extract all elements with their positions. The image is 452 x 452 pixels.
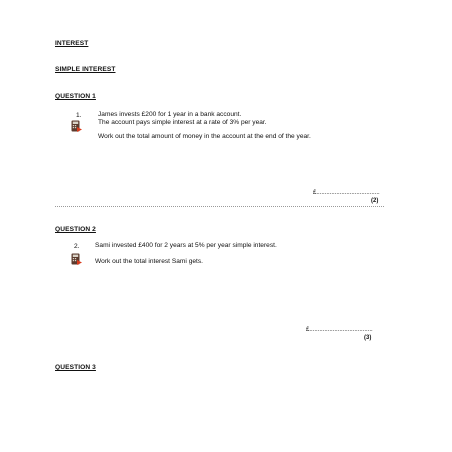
- question-1-answer-line[interactable]: [313, 190, 380, 196]
- question-2-answer-prefix: £: [306, 327, 310, 333]
- page-title: INTEREST: [55, 40, 89, 47]
- question-1-marks: (2): [371, 198, 379, 204]
- question-1-line-2: The account pays simple interest at a rate of 3% per year.: [98, 119, 267, 126]
- question-2-marks: (3): [364, 335, 372, 341]
- question-2-answer-dots: ......................................: [309, 327, 373, 333]
- question-2-line-1: Sami invested £400 for 2 years at 5% per year simple interest.: [95, 242, 277, 249]
- question-2-number: 2.: [74, 243, 80, 250]
- section-title: SIMPLE INTEREST: [55, 66, 116, 73]
- question-2-heading: QUESTION 2: [55, 226, 96, 233]
- question-2-answer-line[interactable]: [306, 327, 373, 333]
- question-1-answer-prefix: £: [313, 190, 317, 196]
- calculator-icon: [71, 120, 82, 132]
- question-3-heading: QUESTION 3: [55, 364, 96, 371]
- question-2-instruction: Work out the total interest Sami gets.: [95, 258, 203, 265]
- question-1-divider: [55, 206, 384, 207]
- question-1-answer-dots: ......................................: [316, 190, 380, 196]
- question-1-instruction: Work out the total amount of money in the account at the end of the year.: [98, 133, 311, 140]
- calculator-icon: [71, 253, 82, 265]
- question-1-heading: QUESTION 1: [55, 93, 96, 100]
- question-1-line-1: James invests £200 for 1 year in a bank account.: [98, 111, 242, 118]
- question-1-number: 1.: [76, 112, 82, 119]
